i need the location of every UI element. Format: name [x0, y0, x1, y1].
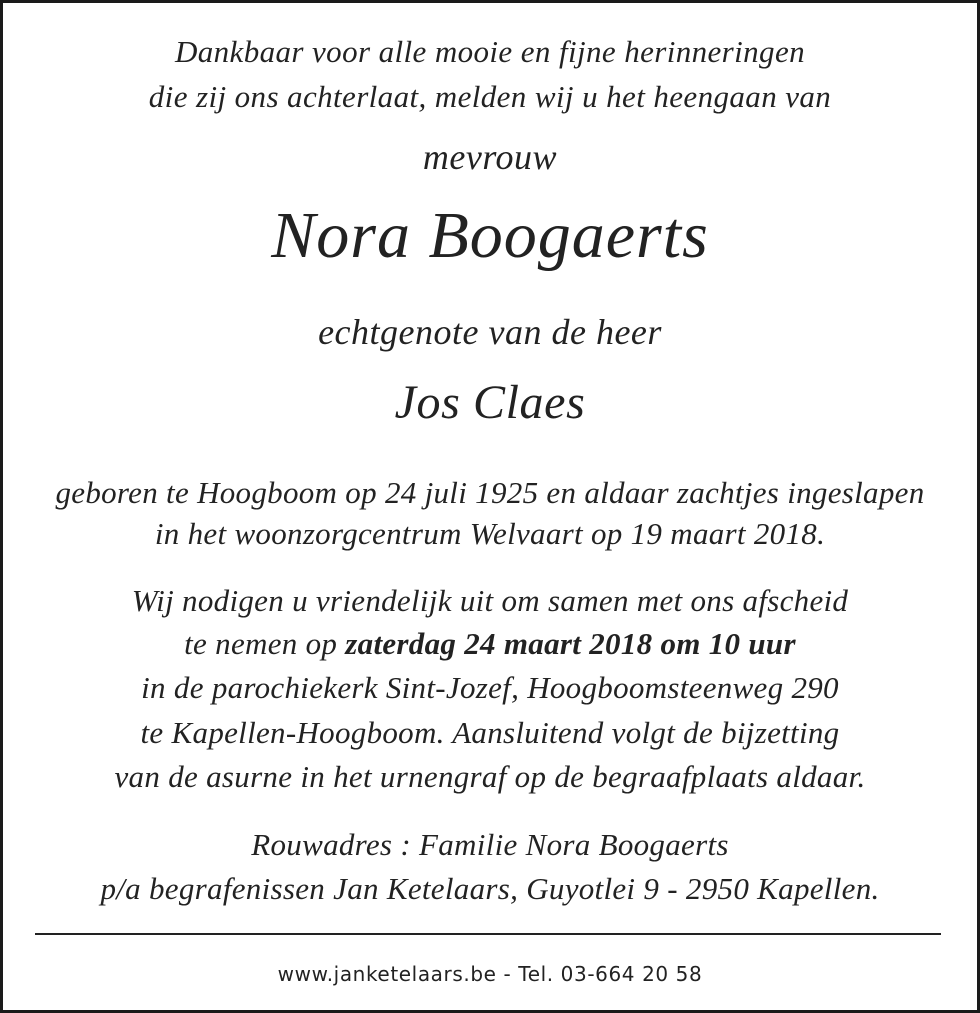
birth-death-line-1: geboren te Hoogboom op 24 juli 1925 en aldaar zachtjes ingeslapen: [55, 475, 925, 510]
ceremony-line-2-prefix: te nemen op: [184, 626, 346, 661]
honorific: mevrouw: [422, 137, 558, 177]
intro-line-1: Dankbaar voor alle mooie en fijne herinneringen: [174, 34, 806, 69]
spouse-name: Jos Claes: [394, 376, 586, 429]
ceremony-line-2: [3, 628, 977, 659]
spouse-relation: echtgenote van de heer: [318, 312, 662, 352]
address-line-2: p/a begrafenissen Jan Ketelaars, Guyotlei 9 - 2950 Kapellen.: [100, 871, 880, 906]
divider: [35, 933, 941, 935]
ceremony-line-1: Wij nodigen u vriendelijk uit om samen met ons afscheid: [131, 583, 849, 618]
intro-line-2: die zij ons achterlaat, melden wij u het heengaan van: [148, 79, 832, 114]
ceremony-date: zaterdag 24 maart 2018 om 10 uur: [345, 626, 796, 661]
ceremony-line-5: van de asurne in het urnengraf op de begraafplaats aldaar.: [114, 759, 866, 794]
address-line-1: Rouwadres : Familie Nora Boogaerts: [251, 827, 729, 862]
ceremony-line-4: te Kapellen-Hoogboom. Aansluitend volgt de bijzetting: [140, 715, 840, 750]
ceremony-line-3: in de parochiekerk Sint-Jozef, Hoogboomsteenweg 290: [141, 670, 839, 705]
footer-contact: www.janketelaars.be - Tel. 03-664 20 58: [277, 962, 703, 986]
deceased-name: Nora Boogaerts: [271, 199, 709, 272]
birth-death-line-2: in het woonzorgcentrum Welvaart op 19 maart 2018.: [154, 516, 826, 551]
